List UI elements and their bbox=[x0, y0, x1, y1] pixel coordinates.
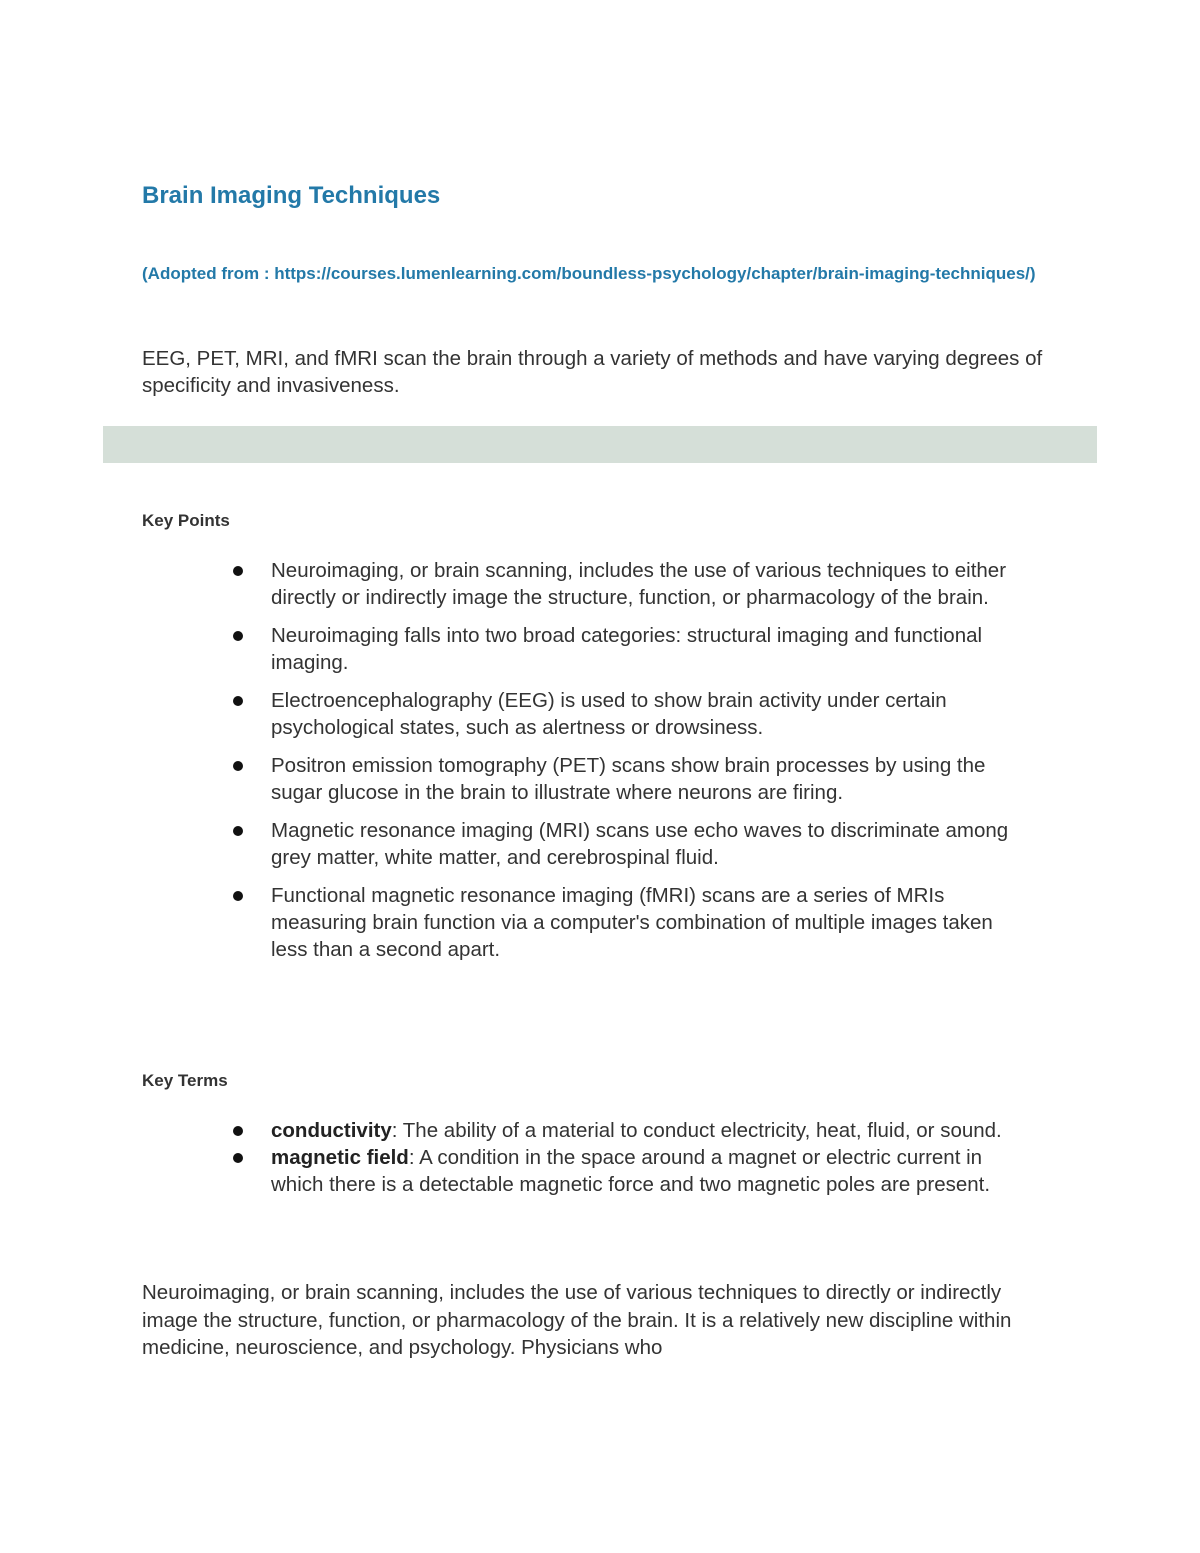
term-definition: : A condition in the space around a magnet or electric current in which there is a detectable magnetic force and two magnetic poles are present. bbox=[271, 1146, 991, 1196]
list-item bbox=[230, 817, 1020, 871]
bullet-icon bbox=[233, 826, 243, 836]
bullet-icon bbox=[233, 1126, 243, 1136]
bullet-icon bbox=[233, 761, 243, 771]
term-definition: : The ability of a material to conduct electricity, heat, fluid, or sound. bbox=[391, 1119, 1002, 1142]
list-item-text: Neuroimaging falls into two broad categories: structural imaging and functional imaging. bbox=[271, 624, 983, 674]
intro-paragraph: EEG, PET, MRI, and fMRI scan the brain through a variety of methods and have varying degrees of specificity and invasiveness. bbox=[142, 347, 1043, 397]
body-paragraph: Neuroimaging, or brain scanning, includes the use of various techniques to directly or indirectly image the structure, function, or pharmacology of the brain. It is a relatively new discipline within medicine, neuroscience, and psychology. Physicians who bbox=[142, 1281, 1012, 1359]
bullet-icon bbox=[233, 1153, 243, 1163]
bullet-icon bbox=[233, 891, 243, 901]
list-item bbox=[230, 1117, 1020, 1144]
list-item bbox=[230, 687, 1020, 741]
list-item-text: Positron emission tomography (PET) scans show brain processes by using the sugar glucose in the brain to illustrate where neurons are firing. bbox=[271, 754, 986, 804]
list-item-text: Electroencephalography (EEG) is used to show brain activity under certain psychological states, such as alertness or drowsiness. bbox=[271, 689, 947, 739]
term-name: magnetic field bbox=[271, 1146, 409, 1169]
key-points-heading: Key Points bbox=[142, 511, 230, 530]
key-terms-heading: Key Terms bbox=[142, 1071, 228, 1090]
key-terms-list bbox=[230, 1117, 1020, 1198]
list-item-text: Neuroimaging, or brain scanning, includes the use of various techniques to either directly or indirectly image the structure, function, or pharmacology of the brain. bbox=[271, 559, 1007, 609]
source-citation: (Adopted from : https://courses.lumenlearning.com/boundless-psychology/chapter/brain-imaging-techniques/) bbox=[142, 264, 1036, 283]
term-name: conductivity bbox=[271, 1119, 392, 1142]
list-item-text: Magnetic resonance imaging (MRI) scans use echo waves to discriminate among grey matter, white matter, and cerebrospinal fluid. bbox=[271, 819, 1009, 869]
list-item bbox=[230, 752, 1020, 806]
list-item bbox=[230, 557, 1020, 611]
list-item bbox=[230, 882, 1020, 963]
divider-bar bbox=[103, 426, 1097, 463]
bullet-icon bbox=[233, 631, 243, 641]
list-item bbox=[230, 622, 1020, 676]
page-title: Brain Imaging Techniques bbox=[142, 182, 441, 209]
key-points-list bbox=[230, 557, 1020, 974]
list-item-text: Functional magnetic resonance imaging (fMRI) scans are a series of MRIs measuring brain function via a computer's combination of multiple images taken less than a second apart. bbox=[271, 884, 993, 961]
bullet-icon bbox=[233, 566, 243, 576]
bullet-icon bbox=[233, 696, 243, 706]
list-item bbox=[230, 1144, 1020, 1198]
